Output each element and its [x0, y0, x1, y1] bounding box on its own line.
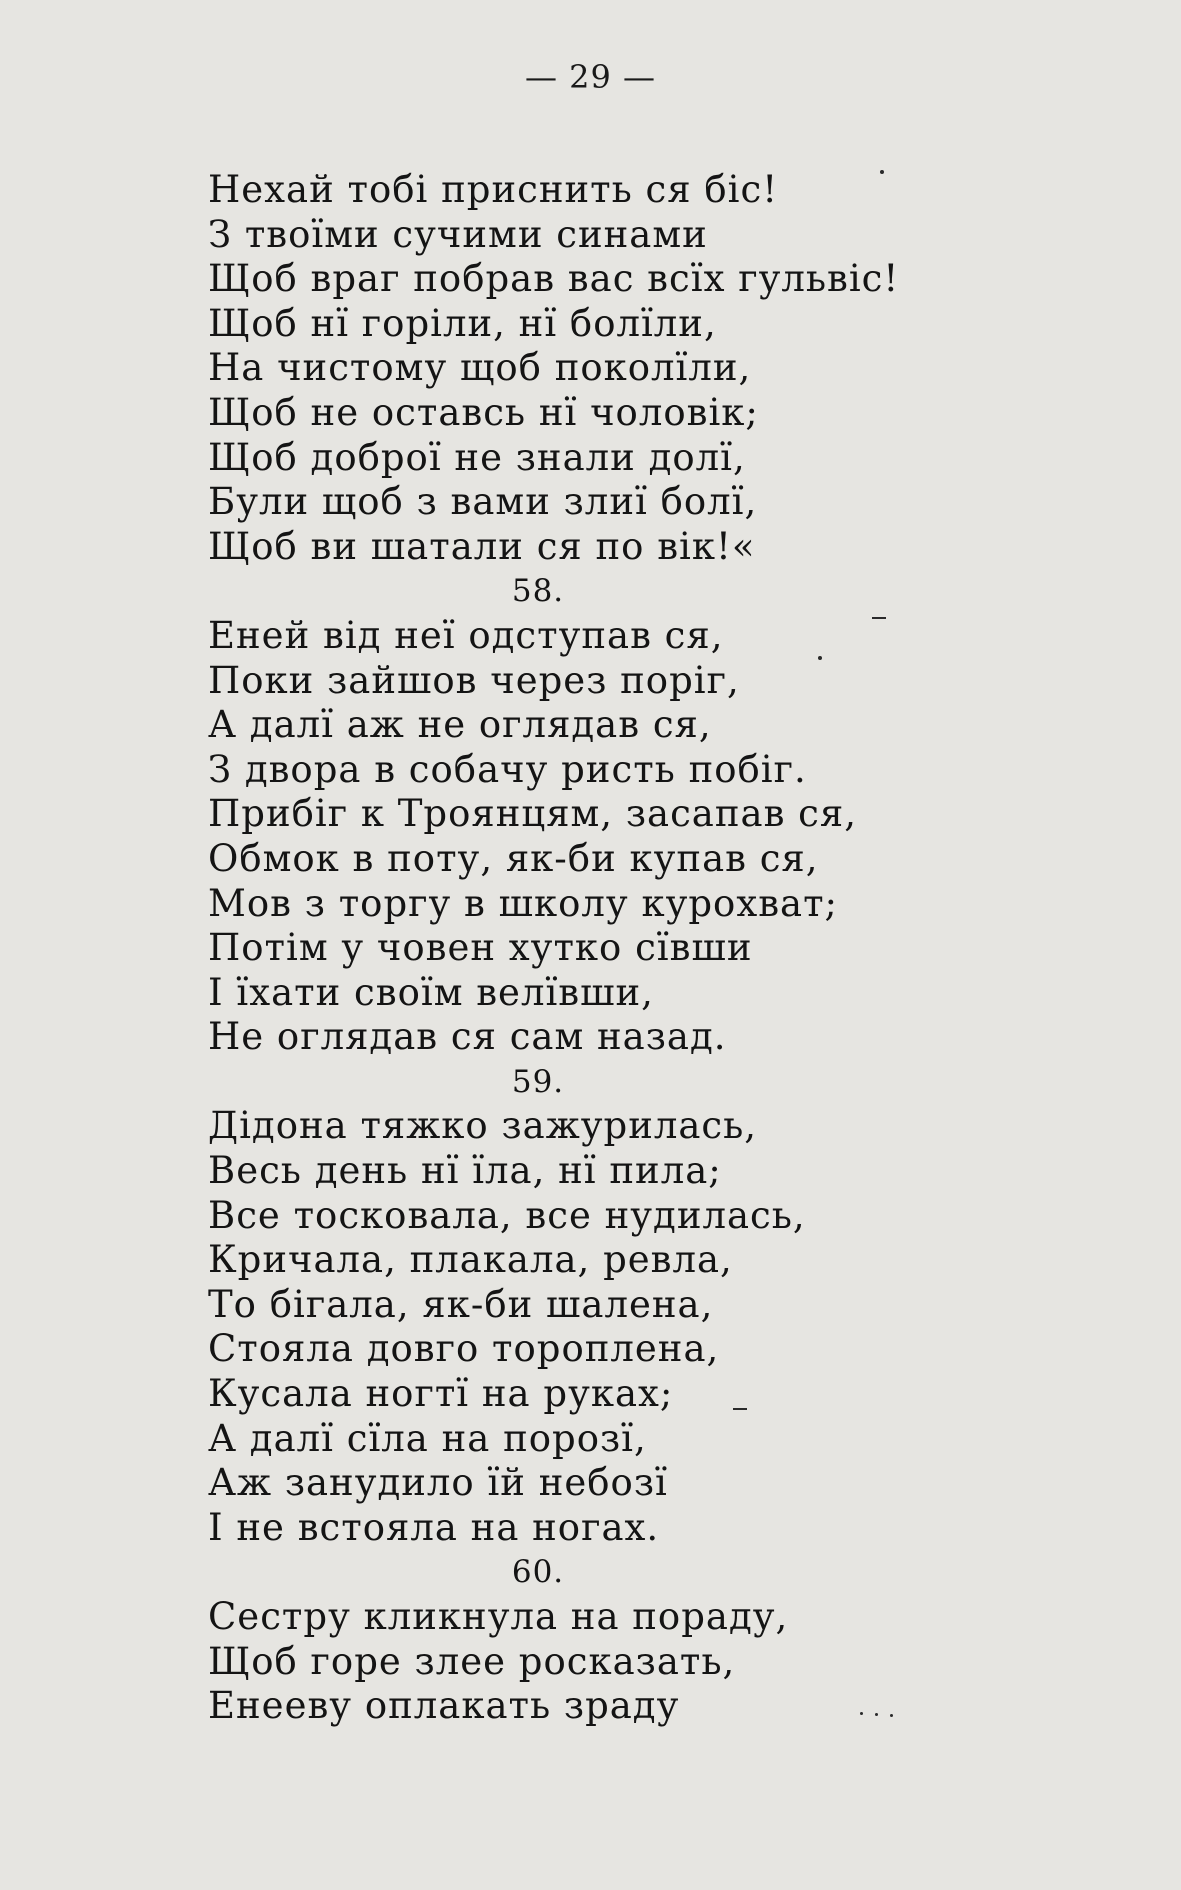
poem-text [208, 168, 1108, 1729]
verse-line: Щоб враг побрав вас всїх гульвіс! [208, 257, 900, 301]
verse-line: Дідона тяжко зажурилась, [208, 1104, 758, 1148]
ink-speck [860, 1712, 863, 1715]
verse-line: Потім у човен хутко сївши [208, 926, 753, 970]
stanza-number: 58. [511, 573, 565, 610]
ink-speck [880, 170, 884, 174]
verse-line: З двора в собачу ристь побіг. [208, 747, 807, 791]
verse-line: Були щоб з вами злиї болї, [208, 480, 758, 524]
verse-line: І їхати своїм велївши, [208, 970, 654, 1014]
verse-line: Не оглядав ся сам назад. [208, 1015, 727, 1059]
verse-line: Аж занудило їй небозї [208, 1461, 668, 1505]
verse-line: Поки зайшов через поріг, [208, 658, 740, 702]
verse-line: Щоб доброї не знали долї, [208, 435, 746, 479]
verse-line: Все тосковала, все нудилась, [208, 1193, 806, 1237]
verse-line: З твоїми сучими синами [208, 212, 708, 256]
verse-line: Мов з торгу в школу курохват; [208, 881, 839, 925]
verse-line: Сестру кликнула на пораду, [208, 1595, 789, 1638]
ink-speck [872, 617, 886, 619]
verse-line: То бігала, як-би шалена, [208, 1282, 714, 1326]
verse-line: На чистому щоб поколїли, [208, 346, 752, 390]
ink-speck [818, 656, 822, 660]
verse-line: Щоб ви шатали ся по вік!« [208, 524, 756, 568]
verse-line: Щоб нї горіли, нї болїли, [208, 301, 717, 345]
verse-line: Кричала, плакала, ревла, [208, 1238, 733, 1282]
ink-speck [875, 1713, 878, 1716]
verse-line: А далї аж не оглядав ся, [208, 703, 712, 747]
page-number: — 29 — [524, 58, 657, 96]
verse-line: Стояла довго тороплена, [208, 1327, 720, 1371]
ink-speck [890, 1714, 893, 1717]
verse-line: Обмок в поту, як-би купав ся, [208, 836, 819, 880]
verse-line: Щоб горе злее росказать, [208, 1639, 736, 1683]
verse-line: Прибіг к Троянцям, засапав ся, [208, 792, 857, 836]
verse-line: Весь день нї їла, нї пила; [208, 1149, 722, 1193]
verse-line: Енееву оплакать зраду [208, 1684, 680, 1728]
verse-line: І не встояла на ногах. [208, 1505, 660, 1549]
verse-line: Еней від неї одступав ся, [208, 613, 724, 657]
verse-line: А далї сїла на порозї, [208, 1416, 647, 1460]
stanza-number: 59. [511, 1063, 565, 1100]
stanza-number: 60. [511, 1554, 565, 1591]
ink-speck [733, 1408, 747, 1410]
verse-line: Кусала ногтї на руках; [208, 1372, 674, 1416]
verse-line: Нехай тобі приснить ся біс! [208, 168, 779, 211]
verse-line: Щоб не оставсь нї чоловік; [208, 390, 759, 434]
